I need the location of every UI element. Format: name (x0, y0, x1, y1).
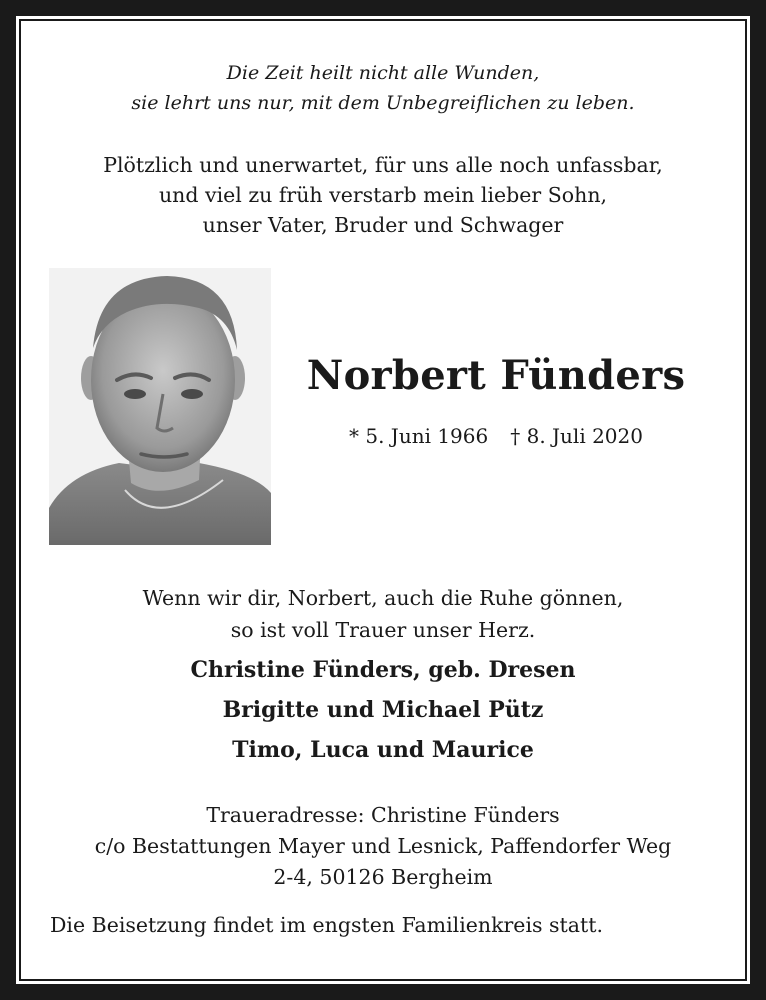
motto-line: sie lehrt uns nur, mit dem Unbegreiflichen zu leben. (131, 92, 635, 114)
address-line: 2-4, 50126 Bergheim (273, 865, 493, 889)
intro-line: unser Vater, Bruder und Schwager (202, 213, 564, 237)
address-line: Traueradresse: Christine Fünders (206, 803, 560, 827)
death-date: † 8. Juli 2020 (510, 424, 643, 448)
deceased-name: Norbert Fünders (306, 352, 686, 399)
mourners-list (20, 650, 746, 770)
mourner-name: Christine Fünders, geb. Dresen (190, 657, 576, 683)
motto-line: Die Zeit heilt nicht alle Wunden, (226, 62, 540, 84)
intro-line: und viel zu früh verstarb mein lieber Sohn, (158, 183, 608, 207)
mourning-address (20, 800, 746, 893)
portrait-photo (49, 268, 271, 545)
closing-line: Wenn wir dir, Norbert, auch die Ruhe gönnen, (142, 586, 624, 610)
address-line: c/o Bestattungen Mayer und Lesnick, Paffendorfer Weg (94, 834, 672, 858)
birth-date: * 5. Juni 1966 (349, 424, 489, 448)
mourner-name: Timo, Luca und Maurice (232, 737, 534, 763)
funeral-note: Die Beisetzung findet im engsten Familienkreis statt. (50, 913, 604, 937)
intro-line: Plötzlich und unerwartet, für uns alle noch unfassbar, (103, 153, 663, 177)
closing-line: so ist voll Trauer unser Herz. (230, 618, 536, 642)
motto (20, 58, 746, 118)
life-dates (300, 424, 692, 448)
closing-verse (20, 582, 746, 646)
death-announcement (20, 150, 746, 240)
mourner-name: Brigitte und Michael Pütz (222, 697, 544, 723)
